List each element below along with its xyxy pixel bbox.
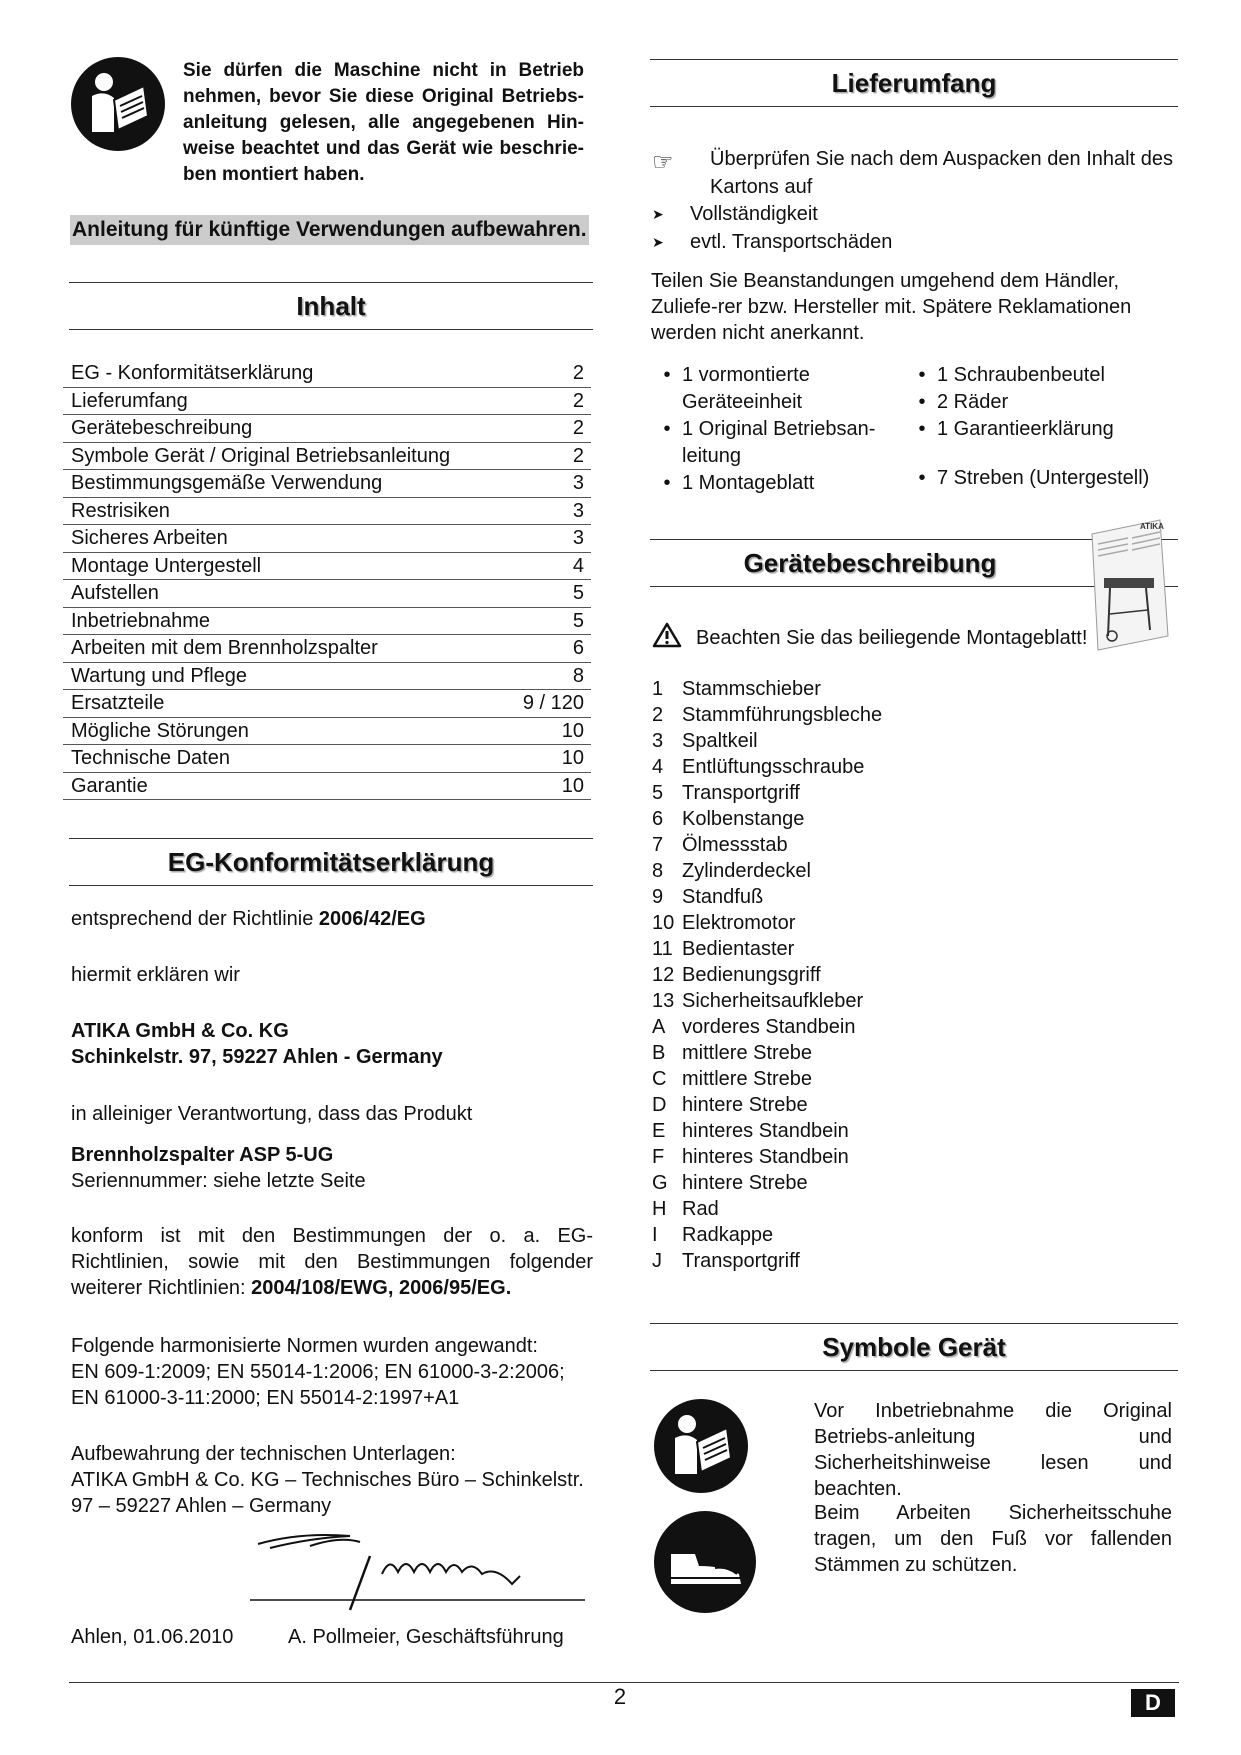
eg-conform-text: konform ist mit den Bestimmungen der o. a. EG-Richtlinien, sowie mit den Bestimmungen folgender weiterer Richtlinien: bbox=[71, 1225, 593, 1299]
toc-row[interactable] bbox=[63, 525, 591, 553]
toc-label: Montage Untergestell bbox=[71, 554, 262, 577]
part-name: Stammschieber bbox=[682, 678, 821, 700]
eg-responsibility: in alleiniger Verantwortung, dass das Produkt bbox=[71, 1103, 473, 1125]
toc-page: 10 bbox=[561, 747, 584, 769]
part-item bbox=[652, 1066, 882, 1092]
toc-row[interactable] bbox=[63, 745, 591, 773]
part-item bbox=[652, 702, 882, 728]
eg-norms bbox=[71, 1333, 596, 1411]
part-item bbox=[652, 936, 882, 962]
eg-product: Brennholzspalter ASP 5-UG bbox=[71, 1144, 334, 1166]
toc-row[interactable] bbox=[63, 388, 591, 416]
check-item-text: evtl. Transportschäden bbox=[690, 231, 893, 253]
part-item bbox=[652, 1196, 882, 1222]
toc-label: Sicheres Arbeiten bbox=[71, 527, 228, 549]
part-number: H bbox=[652, 1198, 667, 1220]
part-name: Sicherheitsaufkleber bbox=[682, 990, 864, 1012]
part-item bbox=[652, 1248, 882, 1274]
part-number: E bbox=[652, 1120, 666, 1142]
part-item bbox=[652, 806, 882, 832]
symbol-shoes-text: Beim Arbeiten Sicherheitsschuhe tragen, um den Fuß vor fallenden Stämmen zu schützen. bbox=[814, 1502, 1172, 1576]
keep-manual-note bbox=[70, 215, 589, 245]
toc-page: 6 bbox=[572, 637, 584, 659]
symbol-read-text: Vor Inbetriebnahme die Original Betriebs-anleitung und Sicherheitshinweise lesen und beachten. bbox=[814, 1400, 1172, 1500]
keep-manual-text: Anleitung für künftige Verwendungen aufbewahren. bbox=[72, 218, 587, 241]
bullet-icon: • bbox=[918, 467, 926, 489]
lieferumfang-heading: Lieferumfang bbox=[650, 59, 1178, 107]
part-item bbox=[652, 832, 882, 858]
part-name: Bedientaster bbox=[682, 938, 795, 960]
intro-warning: Sie dürfen die Maschine nicht in Betrieb nehmen, bevor Sie diese Original Betriebs-anleitung gelesen, alle angegebenen Hin-weise beachtet und das Gerät wie beschrie-ben montiert haben. bbox=[183, 60, 584, 185]
part-item bbox=[652, 1092, 882, 1118]
toc-page: 2 bbox=[572, 417, 584, 439]
toc-page: 8 bbox=[572, 664, 584, 687]
scope-item-text: 1 vormontierte Geräteeinheit bbox=[682, 364, 810, 413]
part-name: mittlere Strebe bbox=[682, 1068, 813, 1090]
eg-serial: Seriennummer: siehe letzte Seite bbox=[71, 1170, 366, 1192]
read-manual-symbol-icon bbox=[653, 1398, 749, 1494]
bullet-icon: • bbox=[663, 364, 671, 386]
part-name: Transportgriff bbox=[682, 782, 800, 804]
toc-row[interactable] bbox=[63, 553, 591, 581]
eg-address: Schinkelstr. 97, 59227 Ahlen - Germany bbox=[71, 1046, 443, 1068]
eg-conform bbox=[71, 1223, 593, 1301]
toc-label: Wartung und Pflege bbox=[71, 664, 248, 687]
part-number: 7 bbox=[652, 834, 664, 856]
part-name: hinteres Standbein bbox=[682, 1146, 849, 1168]
part-item bbox=[652, 780, 882, 806]
liefer-check-list bbox=[652, 200, 892, 256]
part-item bbox=[652, 1118, 882, 1144]
toc-page: 5 bbox=[572, 582, 584, 604]
toc-page: 10 bbox=[561, 719, 584, 742]
read-manual-icon bbox=[70, 56, 166, 152]
eg-directive-code: 2006/42/EG bbox=[318, 908, 426, 930]
part-name: Stammführungsbleche bbox=[682, 704, 883, 726]
eg-declare: hiermit erklären wir bbox=[71, 964, 240, 986]
part-name: hintere Strebe bbox=[682, 1094, 808, 1116]
toc-row[interactable] bbox=[63, 608, 591, 636]
eg-date: Ahlen, 01.06.2010 bbox=[71, 1626, 234, 1648]
part-name: vorderes Standbein bbox=[682, 1016, 856, 1038]
part-item bbox=[652, 1014, 882, 1040]
toc-label: Symbole Gerät / Original Betriebsanleitung bbox=[71, 444, 451, 467]
warning-triangle-icon bbox=[652, 622, 682, 648]
language-badge: D bbox=[1131, 1689, 1175, 1717]
toc-label: Lieferumfang bbox=[71, 389, 188, 412]
toc-row[interactable] bbox=[63, 718, 591, 746]
eg-norms-line1: Folgende harmonisierte Normen wurden angewandt: bbox=[71, 1335, 538, 1357]
part-number: 11 bbox=[652, 938, 673, 960]
part-item bbox=[652, 962, 882, 988]
toc-row[interactable] bbox=[63, 470, 591, 498]
thumbnail-brand: ATIKA bbox=[1140, 522, 1164, 531]
liefer-check: Überprüfen Sie nach dem Auspacken den Inhalt des Kartons auf bbox=[710, 148, 1173, 198]
toc-label: Arbeiten mit dem Brennholzspalter bbox=[71, 637, 378, 659]
part-name: Radkappe bbox=[682, 1224, 774, 1246]
toc-label: Bestimmungsgemäße Verwendung bbox=[71, 472, 383, 494]
liefer-col2 bbox=[907, 362, 1177, 492]
eg-directive-prefix: entsprechend der Richtlinie bbox=[71, 908, 319, 930]
part-number: 13 bbox=[652, 990, 675, 1012]
eg-norms-line3: EN 61000-3-11:2000; EN 55014-2:1997+A1 bbox=[71, 1387, 460, 1409]
part-item bbox=[652, 1040, 882, 1066]
arrow-bullet-icon: ➤ bbox=[652, 206, 664, 222]
toc-row[interactable] bbox=[63, 580, 591, 608]
part-item bbox=[652, 1144, 882, 1170]
toc-label: Aufstellen bbox=[71, 582, 159, 604]
eg-signer: A. Pollmeier, Geschäftsführung bbox=[288, 1626, 564, 1648]
toc-label: Ersatzteile bbox=[71, 692, 165, 714]
eg-docs-line2: ATIKA GmbH & Co. KG – Technisches Büro – Schinkelstr. 97 – 59227 Ahlen – Germany bbox=[71, 1469, 584, 1517]
scope-item-text: 7 Streben (Untergestell) bbox=[937, 467, 1150, 489]
scope-item bbox=[907, 465, 1177, 492]
part-number: F bbox=[652, 1146, 665, 1168]
part-number: 6 bbox=[652, 808, 664, 830]
parts-list bbox=[652, 676, 882, 1274]
part-item bbox=[652, 884, 882, 910]
part-number: I bbox=[652, 1224, 658, 1246]
toc-row[interactable] bbox=[63, 443, 591, 471]
part-number: A bbox=[652, 1016, 666, 1038]
toc-page: 10 bbox=[561, 774, 584, 797]
part-name: mittlere Strebe bbox=[682, 1042, 813, 1064]
bullet-icon: • bbox=[663, 472, 671, 494]
eg-heading: EG-Konformitätserklärung bbox=[69, 838, 593, 886]
part-name: Ölmessstab bbox=[682, 834, 788, 856]
toc-page: 4 bbox=[572, 554, 584, 577]
geraete-heading: Gerätebeschreibung bbox=[650, 539, 1090, 587]
toc-label: Gerätebeschreibung bbox=[71, 417, 253, 439]
part-name: hinteres Standbein bbox=[682, 1120, 849, 1142]
part-item bbox=[652, 728, 882, 754]
toc-label: Restrisiken bbox=[71, 499, 170, 522]
arrow-bullet-icon: ➤ bbox=[652, 234, 664, 250]
part-number: 9 bbox=[652, 886, 664, 908]
toc-page: 3 bbox=[572, 499, 584, 522]
check-item bbox=[652, 200, 892, 228]
scope-item bbox=[907, 362, 1177, 389]
part-name: Spaltkeil bbox=[682, 730, 758, 752]
toc-label: Garantie bbox=[71, 774, 148, 797]
part-item bbox=[652, 1222, 882, 1248]
part-name: Zylinderdeckel bbox=[682, 860, 811, 882]
part-number: B bbox=[652, 1042, 666, 1064]
toc-page: 9 / 120 bbox=[522, 692, 584, 714]
toc-label: EG - Konformitätserklärung bbox=[71, 362, 314, 384]
scope-item-text: 2 Räder bbox=[937, 391, 1009, 413]
part-number: 4 bbox=[652, 756, 664, 778]
part-number: 5 bbox=[652, 782, 664, 804]
part-number: 10 bbox=[652, 912, 675, 934]
part-name: Elektromotor bbox=[682, 912, 796, 934]
scope-item-text: 1 Montageblatt bbox=[682, 472, 815, 494]
scope-item bbox=[907, 389, 1177, 416]
part-name: hintere Strebe bbox=[682, 1172, 808, 1194]
bullet-icon: • bbox=[918, 364, 926, 386]
check-item bbox=[652, 228, 892, 256]
assembly-sheet-thumbnail bbox=[1088, 518, 1170, 652]
eg-norms-line2: EN 609-1:2009; EN 55014-1:2006; EN 61000-3-2:2006; bbox=[71, 1361, 565, 1383]
geraete-note: Beachten Sie das beiliegende Montageblatt! bbox=[696, 627, 1088, 649]
part-item bbox=[652, 910, 882, 936]
toc-label: Inbetriebnahme bbox=[71, 609, 210, 632]
part-number: G bbox=[652, 1172, 668, 1194]
eg-directive bbox=[71, 906, 426, 932]
toc-row[interactable] bbox=[63, 663, 591, 691]
part-item bbox=[652, 988, 882, 1014]
liefer-note: Teilen Sie Beanstandungen umgehend dem Händler, Zuliefe-rer bzw. Hersteller mit. Spätere Reklamationen werden nicht anerkannt. bbox=[651, 270, 1132, 344]
part-name: Rad bbox=[682, 1198, 719, 1220]
toc-page: 2 bbox=[572, 362, 584, 384]
bullet-icon: • bbox=[918, 418, 926, 440]
toc-page: 3 bbox=[572, 472, 584, 494]
toc-row[interactable] bbox=[63, 773, 591, 801]
part-name: Bedienungsgriff bbox=[682, 964, 821, 986]
part-name: Transportgriff bbox=[682, 1250, 800, 1272]
part-item bbox=[652, 858, 882, 884]
toc-row[interactable] bbox=[63, 415, 591, 443]
eg-docs bbox=[71, 1441, 596, 1519]
part-name: Standfuß bbox=[682, 886, 764, 908]
liefer-col1 bbox=[652, 362, 888, 497]
part-number: J bbox=[652, 1250, 662, 1272]
toc-list bbox=[63, 360, 591, 800]
toc-row[interactable] bbox=[63, 635, 591, 663]
scope-item-text: 1 Schraubenbeutel bbox=[937, 364, 1105, 386]
scope-item-text: 1 Original Betriebsan-leitung bbox=[682, 418, 876, 467]
eg-company: ATIKA GmbH & Co. KG bbox=[71, 1020, 289, 1042]
check-item-text: Vollständigkeit bbox=[690, 203, 818, 225]
scope-item bbox=[652, 362, 888, 416]
eg-conform-directives: 2004/108/EWG, 2006/95/EG. bbox=[251, 1277, 512, 1299]
toc-page: 5 bbox=[572, 609, 584, 632]
part-name: Entlüftungsschraube bbox=[682, 756, 865, 778]
safety-shoes-icon bbox=[653, 1510, 757, 1614]
page-number: 2 bbox=[613, 1684, 627, 1709]
inhalt-heading: Inhalt bbox=[69, 282, 593, 330]
toc-page: 3 bbox=[572, 527, 584, 549]
toc-row[interactable] bbox=[63, 690, 591, 718]
part-number: 2 bbox=[652, 704, 664, 726]
toc-row[interactable] bbox=[63, 360, 591, 388]
part-number: 12 bbox=[652, 964, 675, 986]
part-number: 1 bbox=[652, 678, 664, 700]
bullet-icon: • bbox=[918, 391, 926, 413]
eg-docs-line1: Aufbewahrung der technischen Unterlagen: bbox=[71, 1443, 456, 1465]
scope-item bbox=[907, 416, 1177, 443]
toc-page: 2 bbox=[572, 444, 584, 467]
part-item bbox=[652, 676, 882, 702]
scope-item bbox=[652, 470, 888, 497]
part-name: Kolbenstange bbox=[682, 808, 805, 830]
part-number: D bbox=[652, 1094, 667, 1116]
scope-item-text: 1 Garantieerklärung bbox=[937, 418, 1114, 440]
bullet-icon: • bbox=[663, 418, 671, 440]
toc-label: Mögliche Störungen bbox=[71, 719, 249, 742]
scope-item bbox=[652, 416, 888, 470]
part-item bbox=[652, 754, 882, 780]
pointing-hand-icon: ☞ bbox=[652, 149, 674, 176]
part-item bbox=[652, 1170, 882, 1196]
toc-label: Technische Daten bbox=[71, 747, 230, 769]
part-number: 8 bbox=[652, 860, 664, 882]
part-number: 3 bbox=[652, 730, 664, 752]
part-number: C bbox=[652, 1068, 667, 1090]
toc-page: 2 bbox=[572, 389, 584, 412]
symbole-heading: Symbole Gerät bbox=[650, 1323, 1178, 1371]
toc-row[interactable] bbox=[63, 498, 591, 526]
signature bbox=[250, 1526, 590, 1616]
